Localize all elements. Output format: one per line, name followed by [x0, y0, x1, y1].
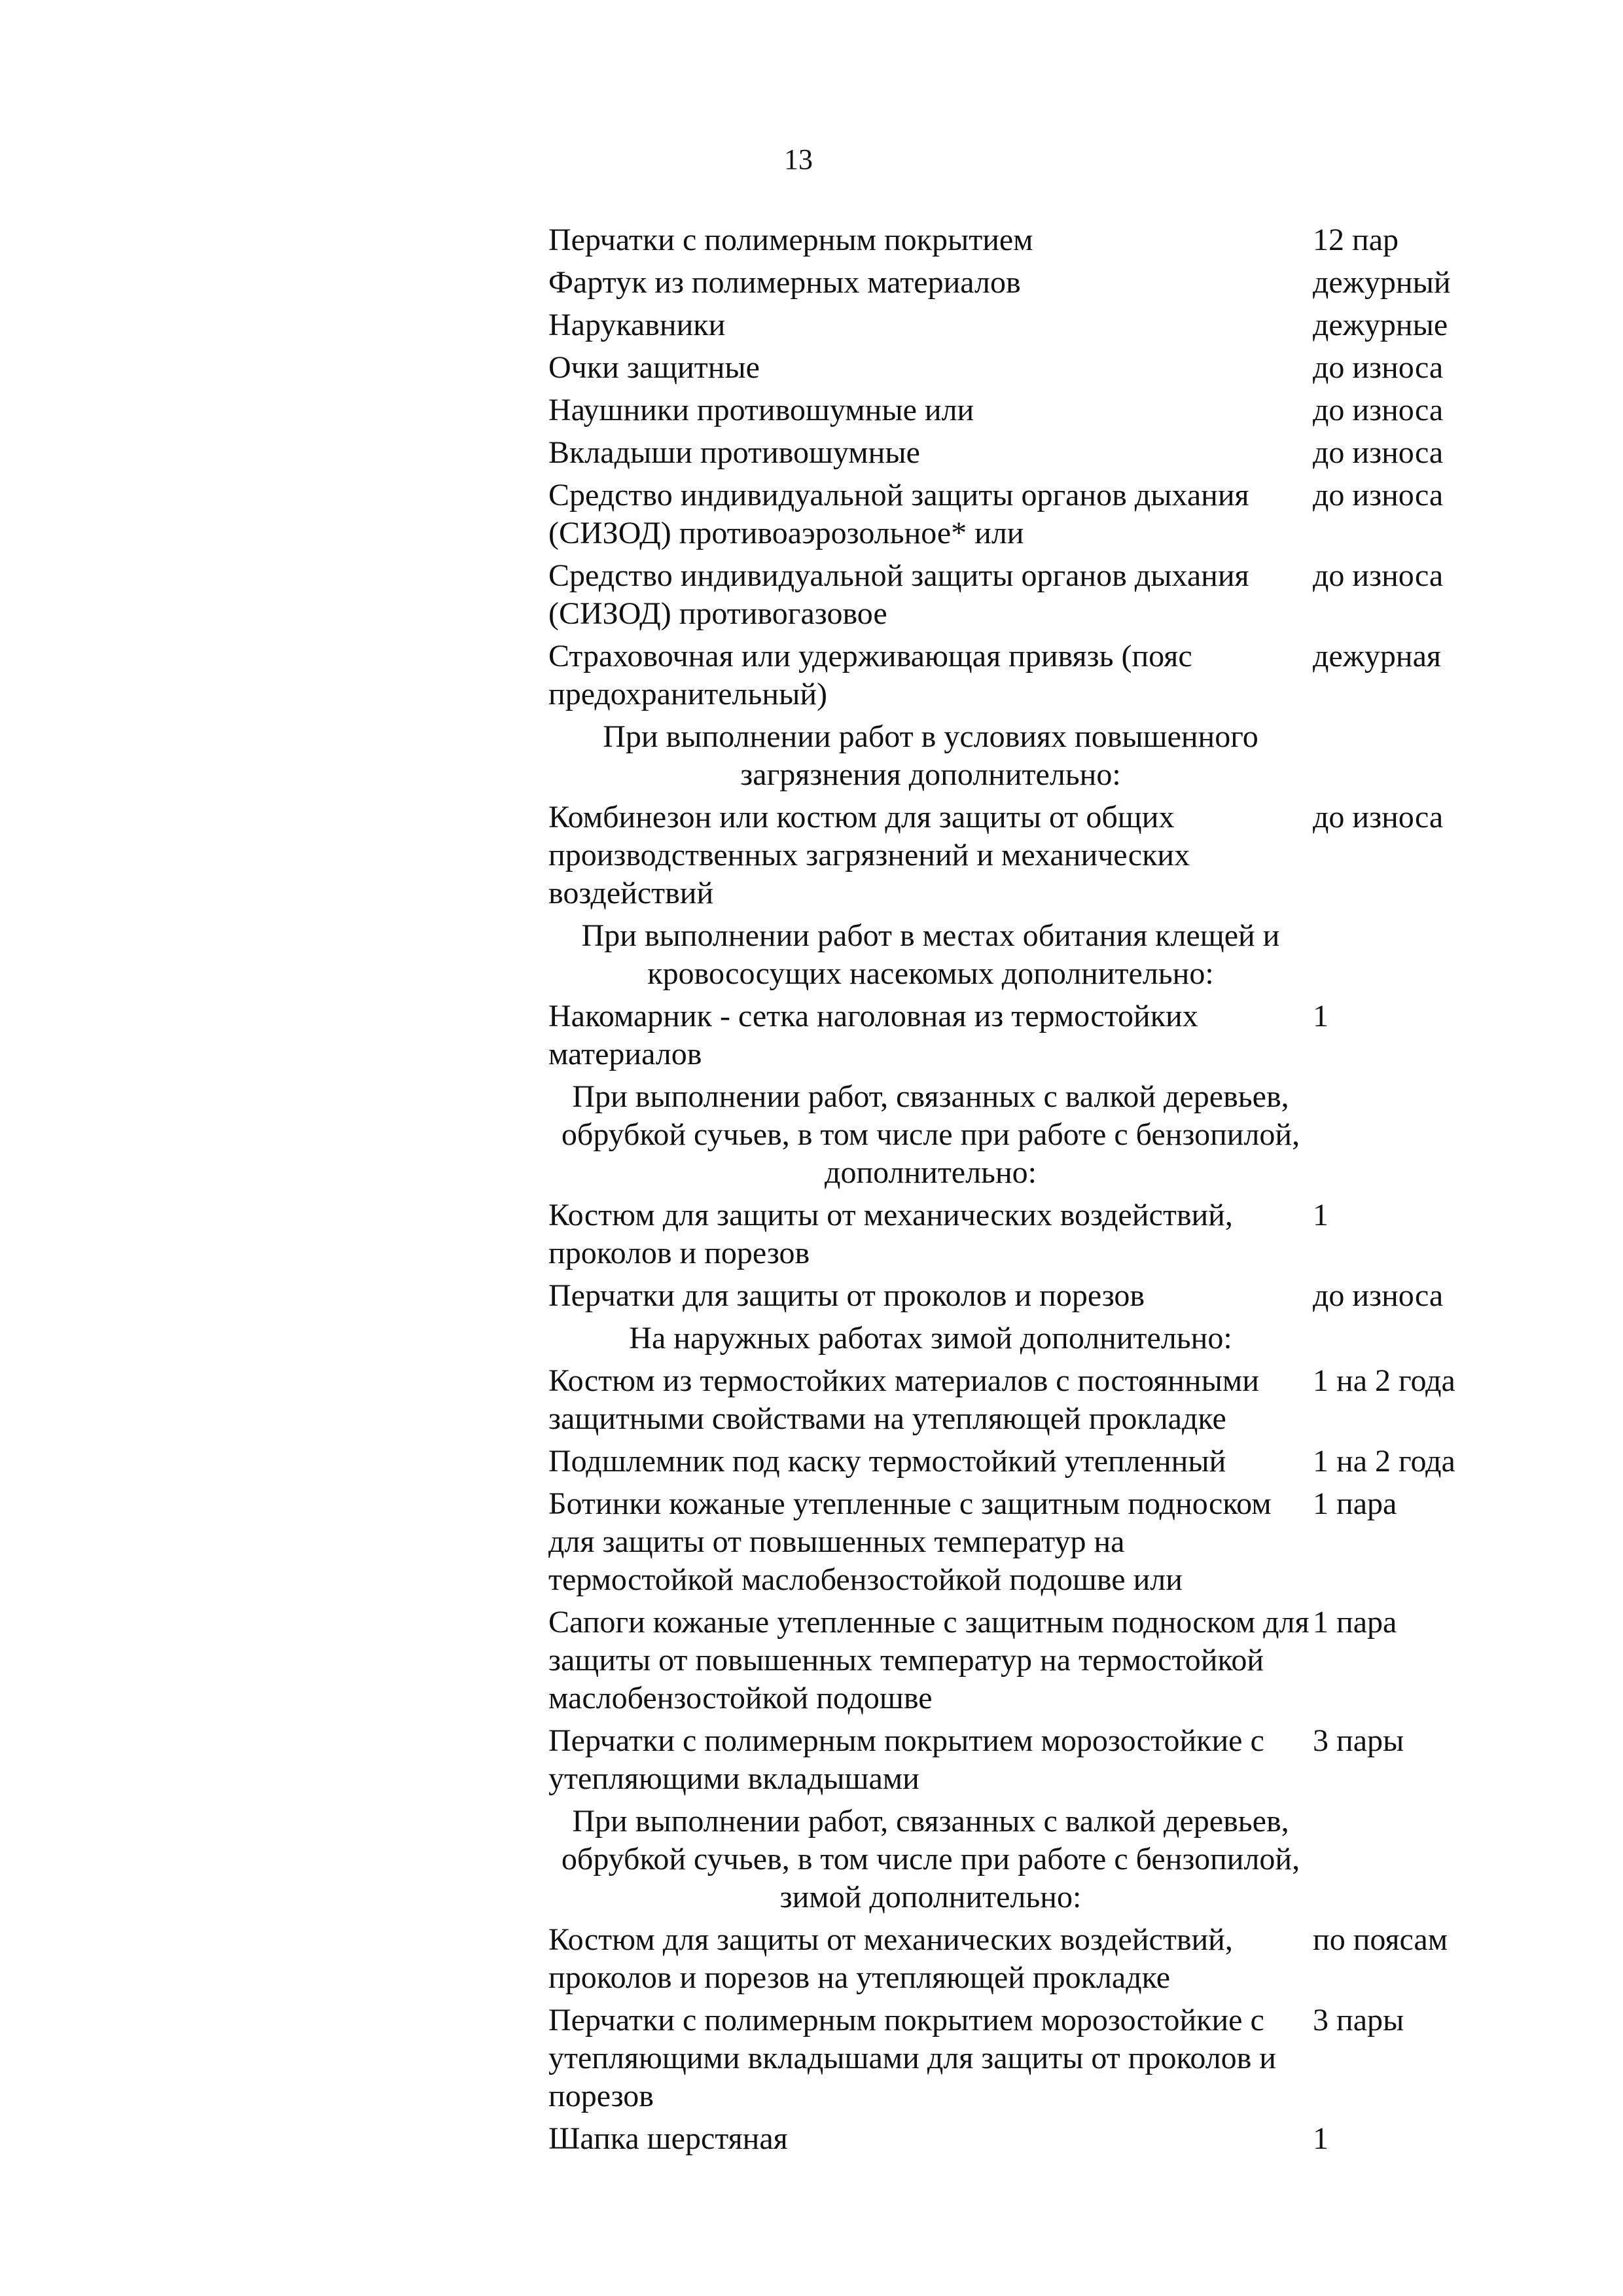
item-name: Комбинезон или костюм для защиты от общих производственных загрязнений и механических воздействий: [548, 800, 1190, 910]
item-norm: 1 на 2 года: [1313, 1444, 1455, 1479]
item-name: Вкладыши противошумные: [548, 435, 920, 470]
page-number: 13: [784, 143, 813, 175]
item-name: Перчатки для защиты от проколов и порезов: [548, 1278, 1145, 1313]
item-name: Нарукавники: [548, 308, 726, 342]
item-norm: 1 пара: [1313, 1605, 1397, 1640]
list-item: [548, 306, 1491, 344]
ppe-list: [548, 221, 1491, 2162]
item-name: Костюм из термостойких материалов с постоянными защитными свойствами на утепляющей прокладке: [548, 1363, 1259, 1436]
item-name: Подшлемник под каску термостойкий утепленный: [548, 1444, 1226, 1479]
item-norm: до износа: [1313, 393, 1444, 427]
item-norm: 1: [1313, 2121, 1329, 2156]
list-item: [548, 434, 1491, 472]
item-name: Перчатки с полимерным покрытием: [548, 223, 1033, 257]
list-item: [548, 1277, 1491, 1315]
item-name: Перчатки с полимерным покрытием морозостойкие с утепляющими вкладышами для защиты от проколов и порезов: [548, 2003, 1276, 2113]
item-name: Наушники противошумные или: [548, 393, 974, 427]
item-name: Фартук из полимерных материалов: [548, 265, 1021, 300]
item-name: Накомарник - сетка наголовная из термостойких материалов: [548, 999, 1198, 1071]
item-norm: 1 пара: [1313, 1486, 1397, 1521]
item-name: Средство индивидуальной защиты органов дыхания (СИЗОД) противоаэрозольное* или: [548, 478, 1249, 550]
item-norm: по поясам: [1313, 1922, 1448, 1957]
item-norm: 12 пар: [1313, 223, 1399, 257]
list-item: [548, 798, 1491, 912]
list-item: [548, 1485, 1491, 1599]
item-norm: до износа: [1313, 1278, 1444, 1313]
section-heading: На наружных работах зимой дополнительно:: [629, 1321, 1232, 1355]
item-norm: 3 пары: [1313, 1723, 1404, 1758]
list-item: [548, 997, 1491, 1073]
list-item: [548, 1443, 1491, 1480]
item-name: Ботинки кожаные утепленные с защитным подноском для защиты от повышенных температур на термостойкой маслобензостойкой подошве или: [548, 1486, 1272, 1597]
list-item: [548, 264, 1491, 302]
list-item: [548, 221, 1491, 259]
list-item: [548, 2120, 1491, 2158]
list-item: [548, 1604, 1491, 1717]
item-name: Шапка шерстяная: [548, 2121, 788, 2156]
list-item: [548, 2001, 1491, 2115]
item-norm: 3 пары: [1313, 2003, 1404, 2037]
section-heading: При выполнении работ, связанных с валкой деревьев, обрубкой сучьев, в том числе при работе с бензопилой, зимой дополнительно:: [561, 1804, 1300, 1914]
item-norm: до износа: [1313, 478, 1444, 512]
list-item: [548, 1362, 1491, 1438]
list-item: [548, 391, 1491, 429]
item-name: Костюм для защиты от механических воздействий, проколов и порезов на утепляющей прокладке: [548, 1922, 1233, 1995]
list-item: [548, 1722, 1491, 1798]
item-norm: до износа: [1313, 350, 1444, 385]
list-item: [548, 349, 1491, 387]
item-norm: до износа: [1313, 558, 1444, 593]
list-item: [548, 557, 1491, 633]
item-name: Очки защитные: [548, 350, 760, 385]
item-name: Средство индивидуальной защиты органов дыхания (СИЗОД) противогазовое: [548, 558, 1249, 631]
list-item: [548, 1921, 1491, 1997]
item-name: Костюм для защиты от механических воздействий, проколов и порезов: [548, 1198, 1233, 1270]
section-heading: При выполнении работ в местах обитания клещей и кровососущих насекомых дополнительно:: [581, 918, 1280, 991]
item-norm: 1: [1313, 999, 1329, 1033]
item-norm: дежурные: [1313, 308, 1448, 342]
list-item: [548, 1196, 1491, 1272]
list-item: [548, 637, 1491, 713]
item-name: Перчатки с полимерным покрытием морозостойкие с утепляющими вкладышами: [548, 1723, 1264, 1796]
item-norm: дежурный: [1313, 265, 1451, 300]
section-heading: При выполнении работ, связанных с валкой деревьев, обрубкой сучьев, в том числе при работе с бензопилой, дополнительно:: [561, 1079, 1300, 1190]
item-name: Страховочная или удерживающая привязь (пояс предохранительный): [548, 639, 1192, 711]
item-norm: 1 на 2 года: [1313, 1363, 1455, 1398]
item-norm: 1: [1313, 1198, 1329, 1232]
section-heading: При выполнении работ в условиях повышенного загрязнения дополнительно:: [603, 719, 1258, 792]
item-norm: до износа: [1313, 800, 1444, 834]
item-name: Сапоги кожаные утепленные с защитным подноском для защиты от повышенных температур на термостойкой маслобензостойкой подошве: [548, 1605, 1310, 1715]
item-norm: до износа: [1313, 435, 1444, 470]
list-item: [548, 476, 1491, 552]
item-norm: дежурная: [1313, 639, 1441, 673]
